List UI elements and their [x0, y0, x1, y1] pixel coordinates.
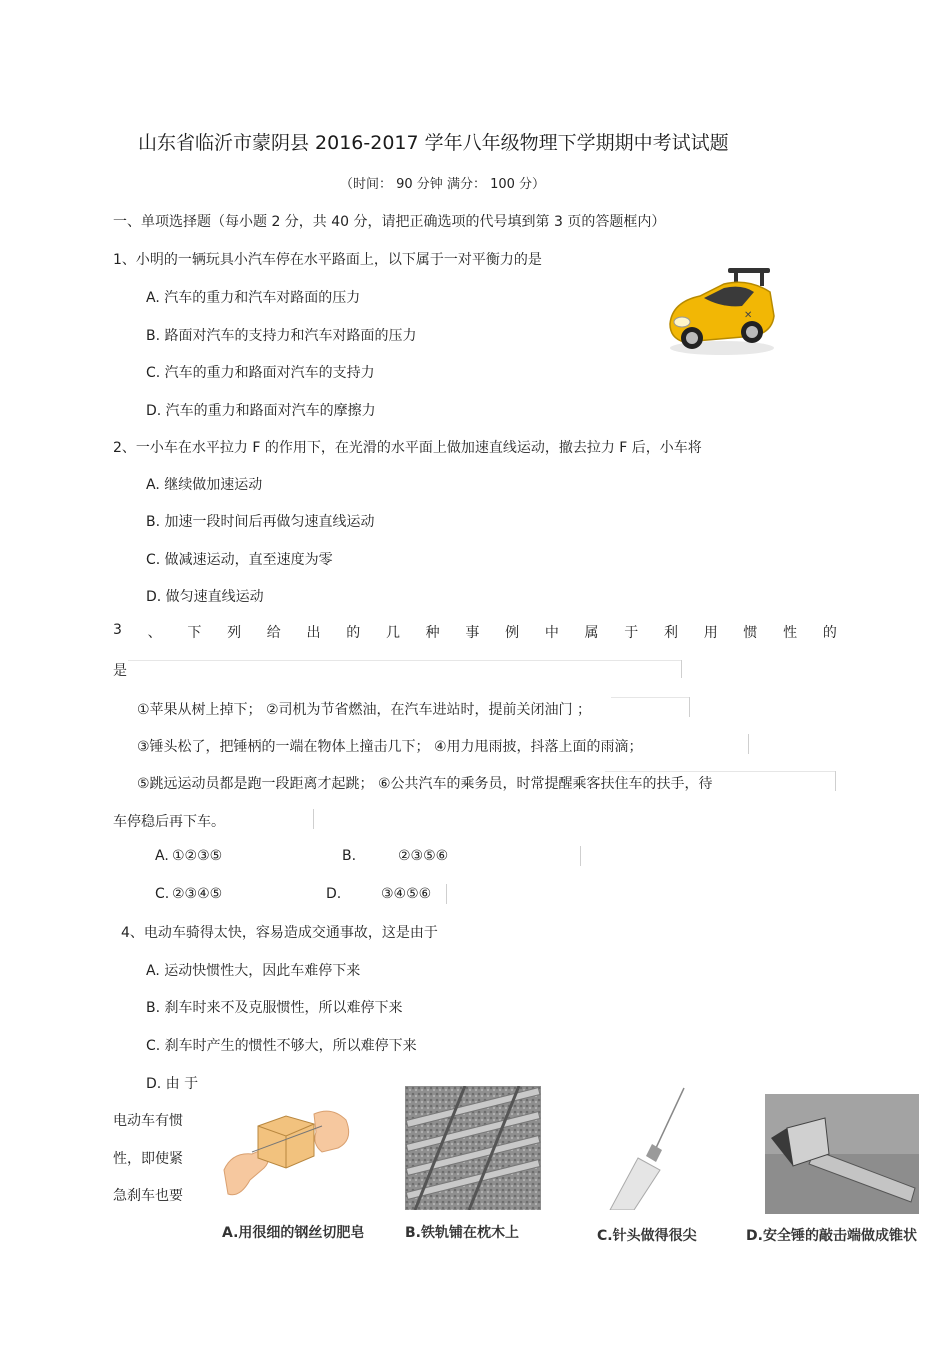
- q1-option-d: D. 汽车的重力和路面对汽车的摩擦力: [146, 403, 376, 419]
- q2-option-c: C. 做减速运动，直至速度为零: [146, 552, 333, 568]
- q4-option-d: D. 由 于: [146, 1076, 199, 1092]
- q3-choice-c-text: ②③④⑤: [172, 886, 223, 902]
- rail-sleepers-image: [405, 1086, 541, 1210]
- q1-option-b: B. 路面对汽车的支持力和汽车对路面的压力: [146, 328, 417, 344]
- caption-a: A.用很细的钢丝切肥皂: [222, 1225, 365, 1241]
- q1-option-a: A. 汽车的重力和汽车对路面的压力: [146, 290, 361, 306]
- needle-image: [608, 1086, 688, 1210]
- section-heading: 一、单项选择题（每小题 2 分，共 40 分，请把正确选项的代号填到第 3 页的答题框内）: [113, 214, 666, 230]
- q4-option-d-line-2: 性，即使紧: [113, 1151, 183, 1167]
- q3-item-row-1: ①苹果从树上掉下； ②司机为节省燃油，在汽车进站时，提前关闭油门 ；: [137, 702, 592, 718]
- q3-choice-a-text: ①②③⑤: [172, 848, 223, 864]
- q4-option-a: A. 运动快惯性大，因此车难停下来: [146, 963, 361, 979]
- q3-item-row-3: ⑤跳远运动员都是跑一段距离才起跳； ⑥公共汽车的乘务员，时常提醒乘客扶住车的扶手，待: [137, 776, 713, 792]
- exam-info: （时间： 90 分钟 满分： 100 分）: [340, 177, 546, 192]
- caption-d: D.安全锤的敲击端做成锥状: [746, 1228, 917, 1244]
- caption-c: C.针头做得很尖: [597, 1228, 697, 1244]
- q1-stem: 1、小明的一辆玩具小汽车停在水平路面上，以下属于一对平衡力的是: [113, 252, 542, 268]
- q2-option-d: D. 做匀速直线运动: [146, 589, 264, 605]
- q4-option-b: B. 刹车时来不及克服惯性，所以难停下来: [146, 1000, 403, 1016]
- svg-text:✕: ✕: [744, 310, 753, 321]
- q4-option-d-line-1: 电动车有惯: [113, 1113, 183, 1129]
- page-title: 山东省临沂市蒙阴县 2016-2017 学年八年级物理下学期期中考试试题: [138, 132, 729, 154]
- q3-choice-b-text: ②③⑤⑥: [398, 848, 449, 864]
- toy-car-image: [662, 262, 782, 362]
- q3-stem-tail: 是: [113, 663, 127, 679]
- soap-wire-image: [222, 1096, 354, 1212]
- q3-choice-d-letter: D.: [326, 886, 342, 902]
- q3-choice-c-letter: C.: [155, 886, 170, 902]
- q3-stem: 3 、 下 列 给 出 的 几 种 事 例 中 属 于 利 用 惯 性 的: [113, 622, 837, 641]
- q1-option-c: C. 汽车的重力和路面对汽车的支持力: [146, 365, 375, 381]
- q3-item-row-2: ③锤头松了，把锤柄的一端在物体上撞击几下； ④用力甩雨披，抖落上面的雨滴；: [137, 739, 643, 755]
- q2-option-b: B. 加速一段时间后再做匀速直线运动: [146, 514, 375, 530]
- q4-option-d-line-3: 急刹车也要: [113, 1188, 183, 1204]
- safety-hammer-image: [765, 1094, 919, 1214]
- q2-option-a: A. 继续做加速运动: [146, 477, 263, 493]
- caption-b: B.铁轨铺在枕木上: [405, 1225, 519, 1241]
- q4-stem: 4、电动车骑得太快，容易造成交通事故，这是由于: [121, 925, 438, 941]
- q3-choice-b-letter: B.: [342, 848, 357, 864]
- q3-item-tail: 车停稳后再下车。: [113, 814, 225, 830]
- q3-choice-a-letter: A.: [155, 848, 169, 864]
- q4-option-c: C. 刹车时产生的惯性不够大，所以难停下来: [146, 1038, 417, 1054]
- q2-stem: 2、一小车在水平拉力 F 的作用下，在光滑的水平面上做加速直线运动，撤去拉力 F 后，小车将: [113, 440, 702, 456]
- q3-choice-d-text: ③④⑤⑥: [381, 886, 432, 902]
